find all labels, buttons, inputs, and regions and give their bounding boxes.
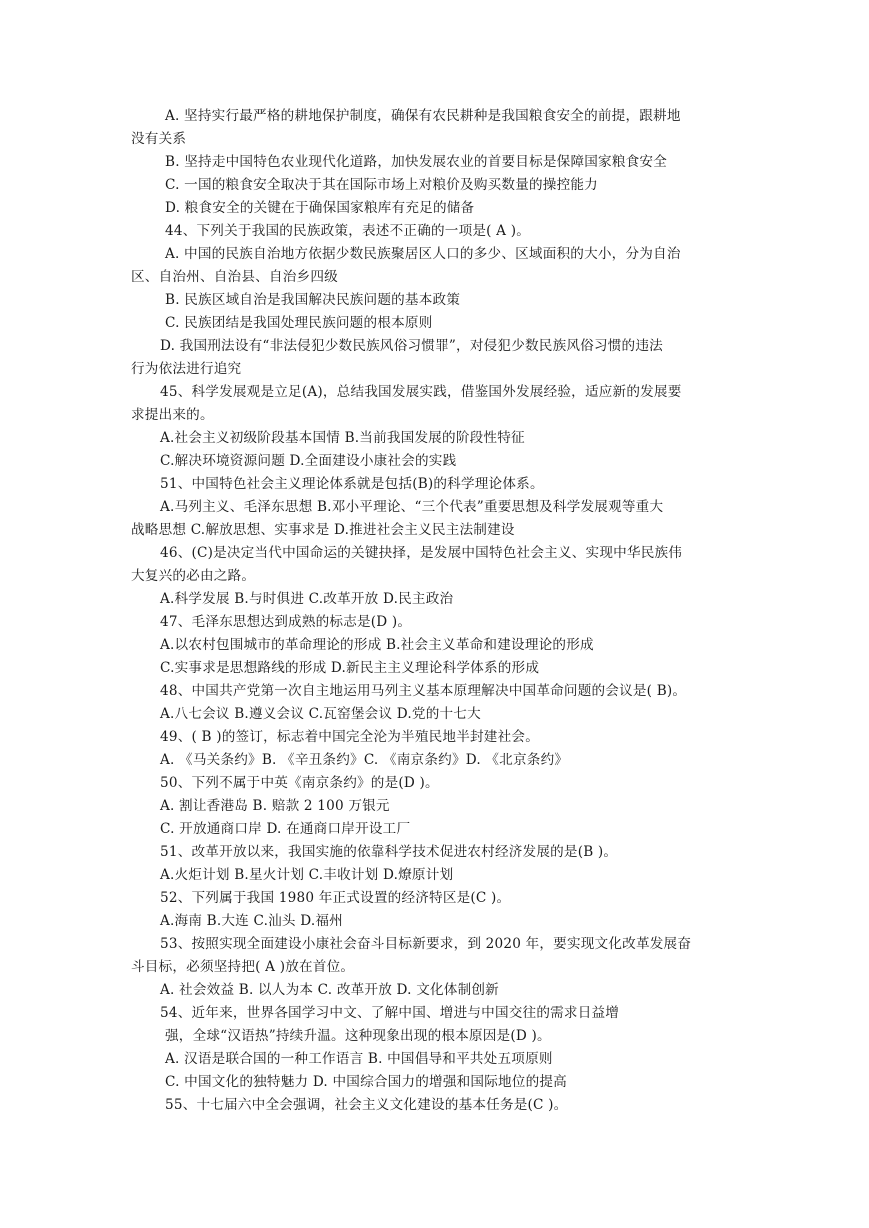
text-line: B. 民族区域自治是我国解决民族问题的基本政策	[165, 292, 461, 308]
text-line: 50、下列不属于中英《南京条约》的是(D )。	[160, 775, 439, 791]
text-line: 51、中国特色社会主义理论体系就是包括(B)的科学理论体系。	[160, 476, 544, 492]
text-line: C.实事求是思想路线的形成 D.新民主主义理论科学体系的形成	[160, 660, 540, 676]
text-line: 49、( B )的签订，标志着中国完全沦为半殖民地半封建社会。	[160, 729, 539, 745]
text-line: 53、按照实现全面建设小康社会奋斗目标新要求，到 2020 年，要实现文化改革发展奋	[160, 936, 692, 952]
text-line: 48、中国共产党第一次自主地运用马列主义基本原理解决中国革命问题的会议是( B)。	[160, 683, 687, 699]
text-line: 斗目标，必须坚持把( A )放在首位。	[131, 959, 355, 975]
text-line: C. 开放通商口岸 D. 在通商口岸开设工厂	[160, 821, 411, 837]
text-line: 强，全球“汉语热”持续升温。这种现象出现的根本原因是(D )。	[165, 1028, 551, 1044]
text-line: 区、自治州、自治县、自治乡四级	[131, 269, 338, 285]
text-line: D. 我国刑法设有“非法侵犯少数民族风俗习惯罪”，对侵犯少数民族风俗习惯的违法	[160, 338, 663, 354]
text-line: A.科学发展 B.与时俱进 C.改革开放 D.民主政治	[160, 591, 454, 607]
text-line: 没有关系	[131, 131, 187, 147]
text-line: 行为依法进行追究	[131, 361, 242, 377]
text-line: A.八七会议 B.遵义会议 C.瓦窑堡会议 D.党的十七大	[160, 706, 481, 722]
text-line: B. 坚持走中国特色农业现代化道路，加快发展农业的首要目标是保障国家粮食安全	[165, 154, 668, 170]
text-line: 大复兴的必由之路。	[131, 568, 256, 584]
text-line: A.以农村包围城市的革命理论的形成 B.社会主义革命和建设理论的形成	[160, 637, 594, 653]
text-line: A.马列主义、毛泽东思想 B.邓小平理论、“三个代表”重要思想及科学发展观等重大	[160, 499, 664, 515]
text-line: C. 中国文化的独特魅力 D. 中国综合国力的增强和国际地位的提高	[165, 1074, 567, 1090]
text-line: 54、近年来，世界各国学习中文、了解中国、增进与中国交往的需求日益增	[160, 1005, 620, 1021]
text-line: C.解决环境资源问题 D.全面建设小康社会的实践	[160, 453, 457, 469]
text-line: C. 一国的粮食安全取决于其在国际市场上对粮价及购买数量的操控能力	[165, 177, 598, 193]
text-line: A. 社会效益 B. 以人为本 C. 改革开放 D. 文化体制创新	[160, 982, 499, 998]
text-line: 战略思想 C.解放思想、实事求是 D.推进社会主义民主法制建设	[131, 522, 515, 538]
text-line: 44、下列关于我国的民族政策，表述不正确的一项是( A )。	[165, 223, 531, 239]
text-line: C. 民族团结是我国处理民族问题的根本原则	[165, 315, 433, 331]
text-line: A.火炬计划 B.星火计划 C.丰收计划 D.燎原计划	[160, 867, 454, 883]
text-line: 55、十七届六中全会强调，社会主义文化建设的基本任务是(C )。	[165, 1097, 568, 1113]
text-line: 46、(C)是决定当代中国命运的关键抉择，是发展中国特色社会主义、实现中华民族伟	[160, 545, 683, 561]
text-line: A.海南 B.大连 C.汕头 D.福州	[160, 913, 343, 929]
text-line: A.社会主义初级阶段基本国情 B.当前我国发展的阶段性特征	[160, 430, 525, 446]
text-line: A. 割让香港岛 B. 赔款 2 100 万银元	[160, 798, 390, 814]
text-line: A. 中国的民族自治地方依据少数民族聚居区人口的多少、区域面积的大小，分为自治	[165, 246, 681, 262]
text-line: 45、科学发展观是立足(A)，总结我国发展实践，借鉴国外发展经验，适应新的发展要	[160, 384, 682, 400]
text-line: 52、下列属于我国 1980 年正式设置的经济特区是(C )。	[160, 890, 511, 906]
text-line: A. 《马关条约》B. 《辛丑条约》C. 《南京条约》D. 《北京条约》	[160, 752, 569, 768]
text-line: 47、毛泽东思想达到成熟的标志是(D )。	[160, 614, 412, 630]
text-line: D. 粮食安全的关键在于确保国家粮库有充足的储备	[165, 200, 475, 216]
text-line: A. 坚持实行最严格的耕地保护制度，确保有农民耕种是我国粮食安全的前提，跟耕地	[165, 108, 681, 124]
text-line: 求提出来的。	[131, 407, 214, 423]
text-line: 51、改革开放以来，我国实施的依靠科学技术促进农村经济发展的是(B )。	[160, 844, 618, 860]
text-line: A. 汉语是联合国的一种工作语言 B. 中国倡导和平共处五项原则	[165, 1051, 553, 1067]
